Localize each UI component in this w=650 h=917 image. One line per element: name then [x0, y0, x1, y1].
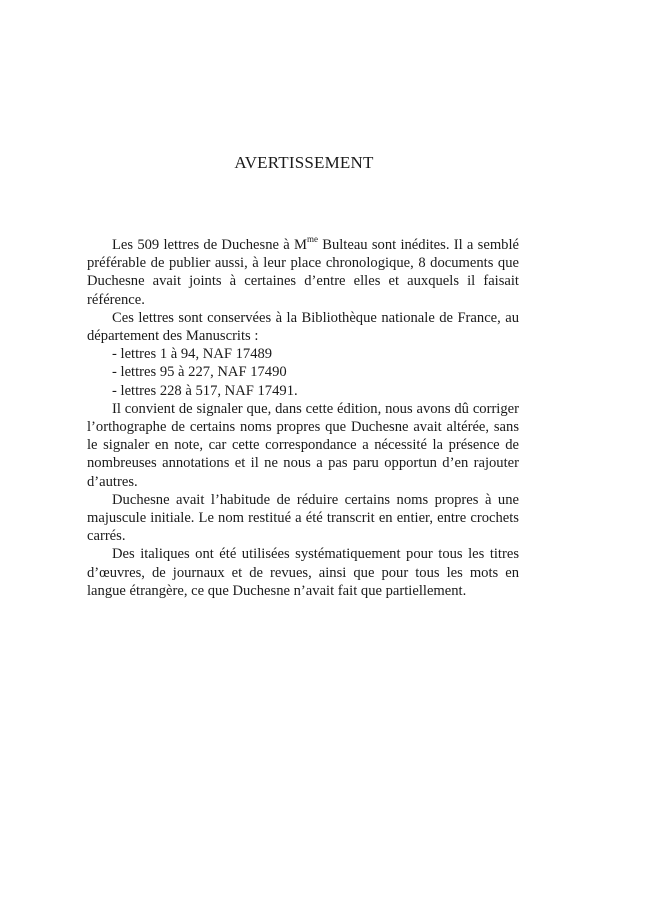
paragraph-italics: Des italiques ont été utilisées systématiquement pour tous les titres d’œuvres, de journaux et de revues, ainsi que pour tous les mots en langue étrangère, ce que Duchesne n’avait fait que partiellement. [87, 546, 519, 599]
superscript-abbreviation: me [306, 234, 318, 245]
list-item: - lettres 95 à 227, NAF 17490 [112, 364, 287, 381]
list-item: - lettres 1 à 94, NAF 17489 [112, 346, 273, 363]
page-title: AVERTISSEMENT [234, 153, 374, 172]
paragraph-letters-count: Les 509 lettres de Duchesne à $M^{me}$ Bulteau sont inédites. Il a semblé préférable de publier aussi, à leur place chronologique, 8 documents que Duchesne avait joints à certaines d’entre elles et auxquels il faisait référence. [87, 234, 519, 308]
paragraph-proper-names: Duchesne avait l’habitude de réduire certains noms propres à une majuscule initiale. Le nom restitué a été transcrit en entier, entre crochets carrés. [87, 491, 519, 545]
body-text [87, 236, 519, 600]
list-item: - lettres 228 à 517, NAF 17491. [112, 382, 298, 399]
paragraph-conservation: Ces lettres sont conservées à la Bibliothèque nationale de France, au département des Manuscrits : [87, 309, 519, 345]
paragraph-orthography: Il convient de signaler que, dans cette édition, nous avons dû corriger l’orthographe de certains noms propres que Duchesne avait altérée, sans le signaler en note, car cette correspondance a nécessité la présence de nombreuses annotations et il ne nous a pas paru opportun d’en rajouter d’autres. [87, 400, 519, 490]
